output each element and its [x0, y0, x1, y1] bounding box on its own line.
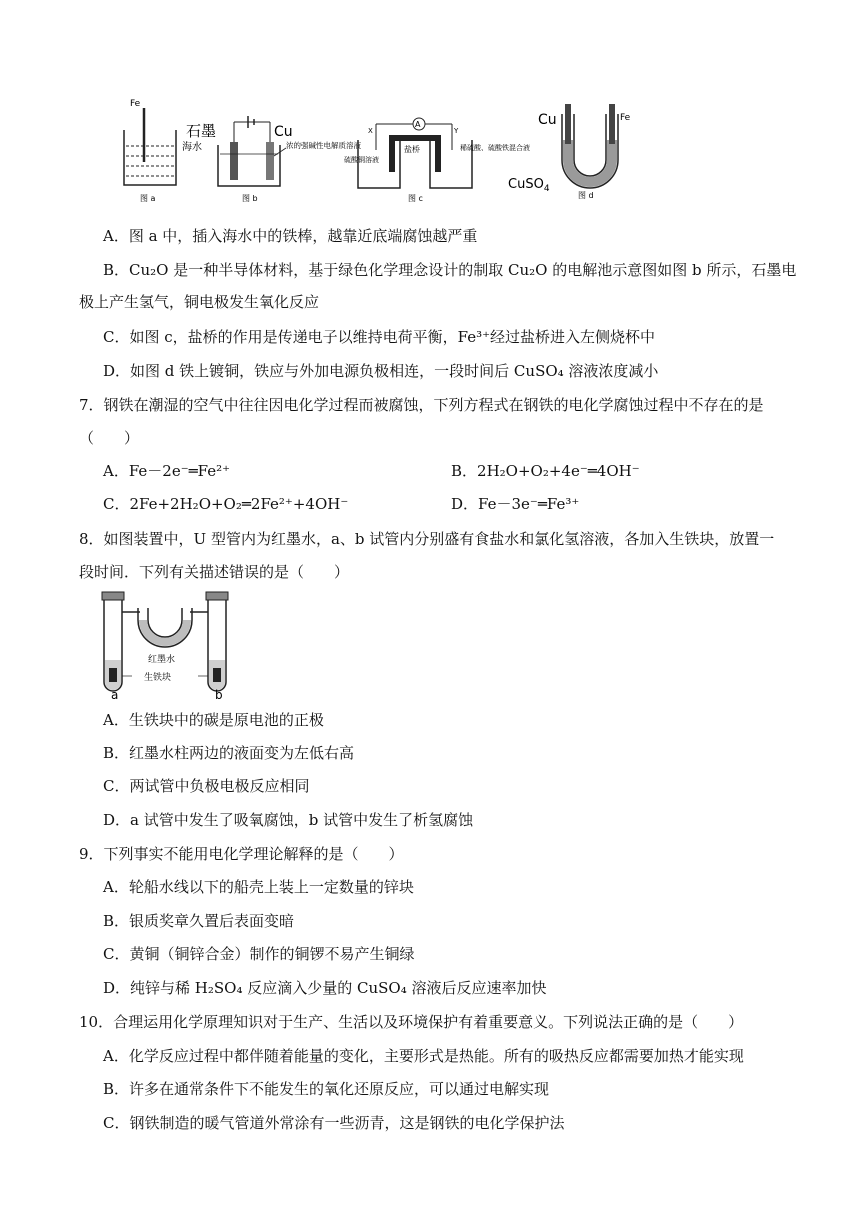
q6-option-b: B．Cu₂O 是一种半导体材料，基于绿色化学理念设计的制取 Cu₂O 的电解池示意图如图 b 所示，石墨电	[103, 261, 797, 279]
figure-c-right-solution: 稀硫酸、硫酸铁混合液	[460, 144, 530, 152]
figure-b	[186, 116, 361, 203]
q7-option-b: B．2H₂O+O₂+4e⁻═4OH⁻	[451, 462, 640, 480]
figures-a-d	[110, 90, 650, 205]
figure-b-cu-label: Cu	[274, 124, 293, 140]
q9-option-a: A．轮船水线以下的船壳上装上一定数量的锌块	[103, 878, 414, 896]
q8-figure-a-label: a	[111, 688, 119, 702]
q8-option-d: D．a 试管中发生了吸氧腐蚀，b 试管中发生了析氢腐蚀	[103, 811, 474, 829]
q9-option-d: D．纯锌与稀 H₂SO₄ 反应滴入少量的 CuSO₄ 溶液后反应速率加快	[103, 979, 547, 997]
figure-d-cu-label: Cu	[538, 112, 557, 128]
figure-a-caption: 图 a	[140, 194, 156, 203]
figure-d-fe-label: Fe	[620, 113, 631, 123]
q8-figure-iron-label: 生铁块	[144, 673, 172, 683]
q6-option-d: D．如图 d 铁上镀铜，铁应与外加电源负极相连，一段时间后 CuSO₄ 溶液浓度减小	[103, 362, 659, 380]
q10-stem: 10．合理运用化学原理知识对于生产、生活以及环境保护有着重要意义。下列说法正确的是（ ）	[79, 1013, 744, 1031]
q7-stem-cont: （ ）	[79, 429, 140, 447]
figure-c	[344, 118, 530, 203]
q7-option-c: C．2Fe+2H₂O+O₂═2Fe²⁺+4OH⁻	[103, 495, 349, 513]
q10-option-b: B．许多在通常条件下不能发生的氧化还原反应，可以通过电解实现	[103, 1080, 550, 1098]
figure-c-caption: 图 c	[408, 194, 423, 203]
figure-c-bridge-label: 盐桥	[404, 145, 420, 154]
q8-option-a: A．生铁块中的碳是原电池的正极	[103, 711, 324, 729]
q8-stem-cont: 段时间．下列有关描述错误的是（ ）	[79, 563, 350, 581]
figure-a	[124, 99, 202, 203]
figure-b-caption: 图 b	[242, 194, 258, 203]
q10-option-c: C．钢铁制造的暖气管道外常涂有一些沥青，这是钢铁的电化学保护法	[103, 1114, 565, 1132]
q6-option-a: A．图 a 中，插入海水中的铁棒，越靠近底端腐蚀越严重	[103, 227, 478, 245]
q8-option-c: C．两试管中负极电极反应相同	[103, 777, 310, 795]
q8-figure-b-label: b	[215, 688, 223, 702]
q8-figure-ink-label: 红墨水	[148, 655, 176, 665]
figure-a-fe-label: Fe	[130, 99, 141, 109]
figure-c-left-solution: 硫酸铜溶液	[344, 156, 379, 164]
q6-option-b-cont: 极上产生氢气，铜电极发生氧化反应	[79, 293, 320, 311]
q7-option-d: D．Fe－3e⁻═Fe³⁺	[451, 495, 580, 513]
figure-c-y-label: Y	[454, 127, 459, 135]
q7-stem: 7．钢铁在潮湿的空气中往往因电化学过程而被腐蚀，下列方程式在钢铁的电化学腐蚀过程中不存在的是	[79, 396, 764, 414]
q10-option-a: A．化学反应过程中都伴随着能量的变化，主要形式是热能。所有的吸热反应都需要加热才能实现	[103, 1047, 744, 1065]
q8-stem: 8．如图装置中，U 型管内为红墨水，a、b 试管内分别盛有食盐水和氯化氢溶液，各加入生铁块，放置一	[79, 530, 775, 548]
q9-stem: 9．下列事实不能用电化学理论解释的是（ ）	[79, 845, 404, 863]
figure-d-solution-label: CuSO$_4$	[508, 177, 550, 194]
q6-option-c: C．如图 c，盐桥的作用是传递电子以维持电荷平衡，Fe³⁺经过盐桥进入左侧烧杯中	[103, 328, 656, 346]
q9-option-c: C．黄铜（铜锌合金）制作的铜锣不易产生铜绿	[103, 945, 415, 963]
figure-b-graphite-label: 石墨	[186, 122, 217, 140]
q8-option-b: B．红墨水柱两边的液面变为左低右高	[103, 744, 355, 762]
q9-option-b: B．银质奖章久置后表面变暗	[103, 912, 295, 930]
figure-c-meter-label: A	[415, 120, 421, 129]
figure-b-electrolyte-label: 浓的强碱性电解质溶液	[286, 141, 361, 150]
figure-d	[508, 104, 631, 200]
figure-d-caption: 图 d	[578, 191, 594, 200]
figure-a-liquid-label: 海水	[182, 142, 202, 153]
q8-figure	[96, 590, 246, 702]
q7-option-a: A．Fe－2e⁻═Fe²⁺	[103, 462, 231, 480]
figure-c-x-label: X	[368, 127, 373, 135]
